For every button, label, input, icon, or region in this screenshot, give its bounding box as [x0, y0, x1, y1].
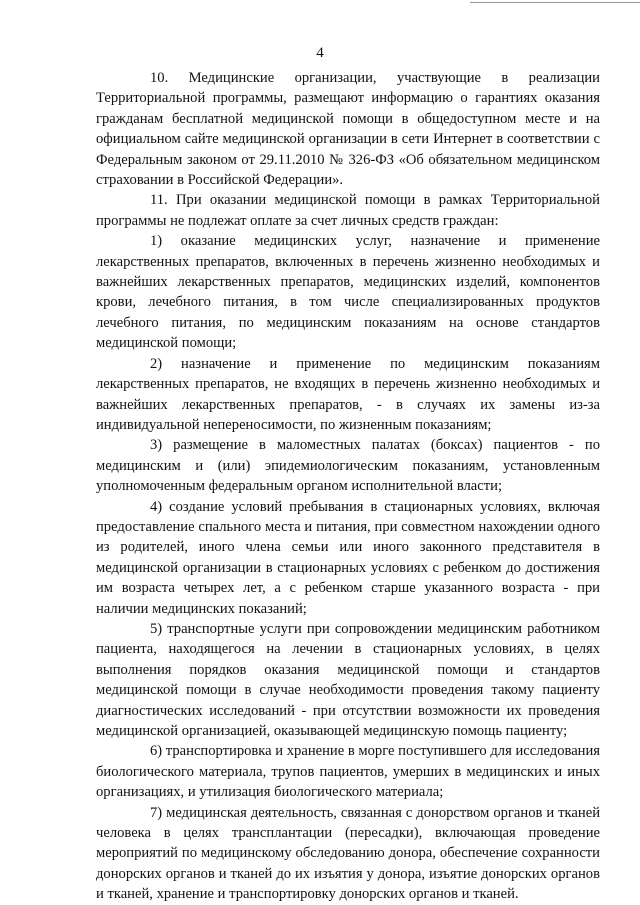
page-number: 4 [316, 45, 324, 61]
list-item-4-parent-stay: 4) создание условий пребывания в стационарных условиях, включая предоставление спального места и питания, при совместном нахождении одного из родителей, иного члена семьи или иного законного представителя в медицинской организации в стационарных условиях с ребенком до достижения им возраста четырех лет, а с ребенком старше указанного возраста - при наличии медицинских показаний; [96, 498, 600, 617]
list-item-6-morgue-storage: 6) транспортировка и хранение в морге поступившего для исследования биологического материала, трупов пациентов, умерших в медицинских и иных организациях, и утилизация биологического материала; [96, 743, 601, 801]
paragraph-11-not-payable-intro: 11. При оказании медицинской помощи в рамках Территориальной программы не подлежат оплате за счет личных средств граждан: [96, 192, 600, 229]
list-item-1-medical-services: 1) оказание медицинских услуг, назначение и применение лекарственных препаратов, включенных в перечень жизненно необходимых и важнейших лекарственных препаратов, медицинских изделий, компонентов крови, лечебного питания, в том числе специализированных продуктов лечебного питания, по медицинским показаниям на основе стандартов медицинской помощи; [96, 233, 600, 352]
paragraph-10-medical-organizations-info: 10. Медицинские организации, участвующие в реализации Территориальной программы, размещают информацию о гарантиях оказания гражданам бесплатной медицинской помощи в общедоступном месте и на официальном сайте медицинской организации в сети Интернет в соответствии с Федеральным законом от 29.11.2010 № 326-ФЗ «Об обязательном медицинском страховании в Российской Федерации». [96, 70, 600, 189]
list-item-2-prescription-drugs: 2) назначение и применение по медицинским показаниям лекарственных препаратов, не входящих в перечень жизненно необходимых и важнейших лекарственных препаратов, - в случаях их замены из-за индивидуальной непереносимости, по жизненным показаниям; [96, 355, 600, 433]
list-item-5-transport-services: 5) транспортные услуги при сопровождении медицинским работником пациента, находящегося на лечении в стационарных условиях, в целях выполнения порядков оказания медицинской помощи и стандартов медицинской помощи в случае необходимости проведения такому пациенту диагностических исследований - при отсутствии возможности их проведения медицинской организацией, оказывающей медицинскую помощь пациенту; [96, 620, 600, 739]
list-item-3-small-wards: 3) размещение в маломестных палатах (боксах) пациентов - по медицинским и (или) эпидемиологическим показаниям, установленным уполномоченным федеральным органом исполнительной власти; [96, 437, 600, 495]
document-body [96, 68, 600, 905]
list-item-7-organ-donation: 7) медицинская деятельность, связанная с донорством органов и тканей человека в целях трансплантации (пересадки), включающая проведение мероприятий по медицинскому обследованию донора, обеспечение сохранности донорских органов и тканей до их изъятия у донора, изъятие донорских органов и тканей, хранение и транспортировку донорских органов и тканей. [96, 804, 600, 903]
top-edge-rule [470, 2, 640, 3]
